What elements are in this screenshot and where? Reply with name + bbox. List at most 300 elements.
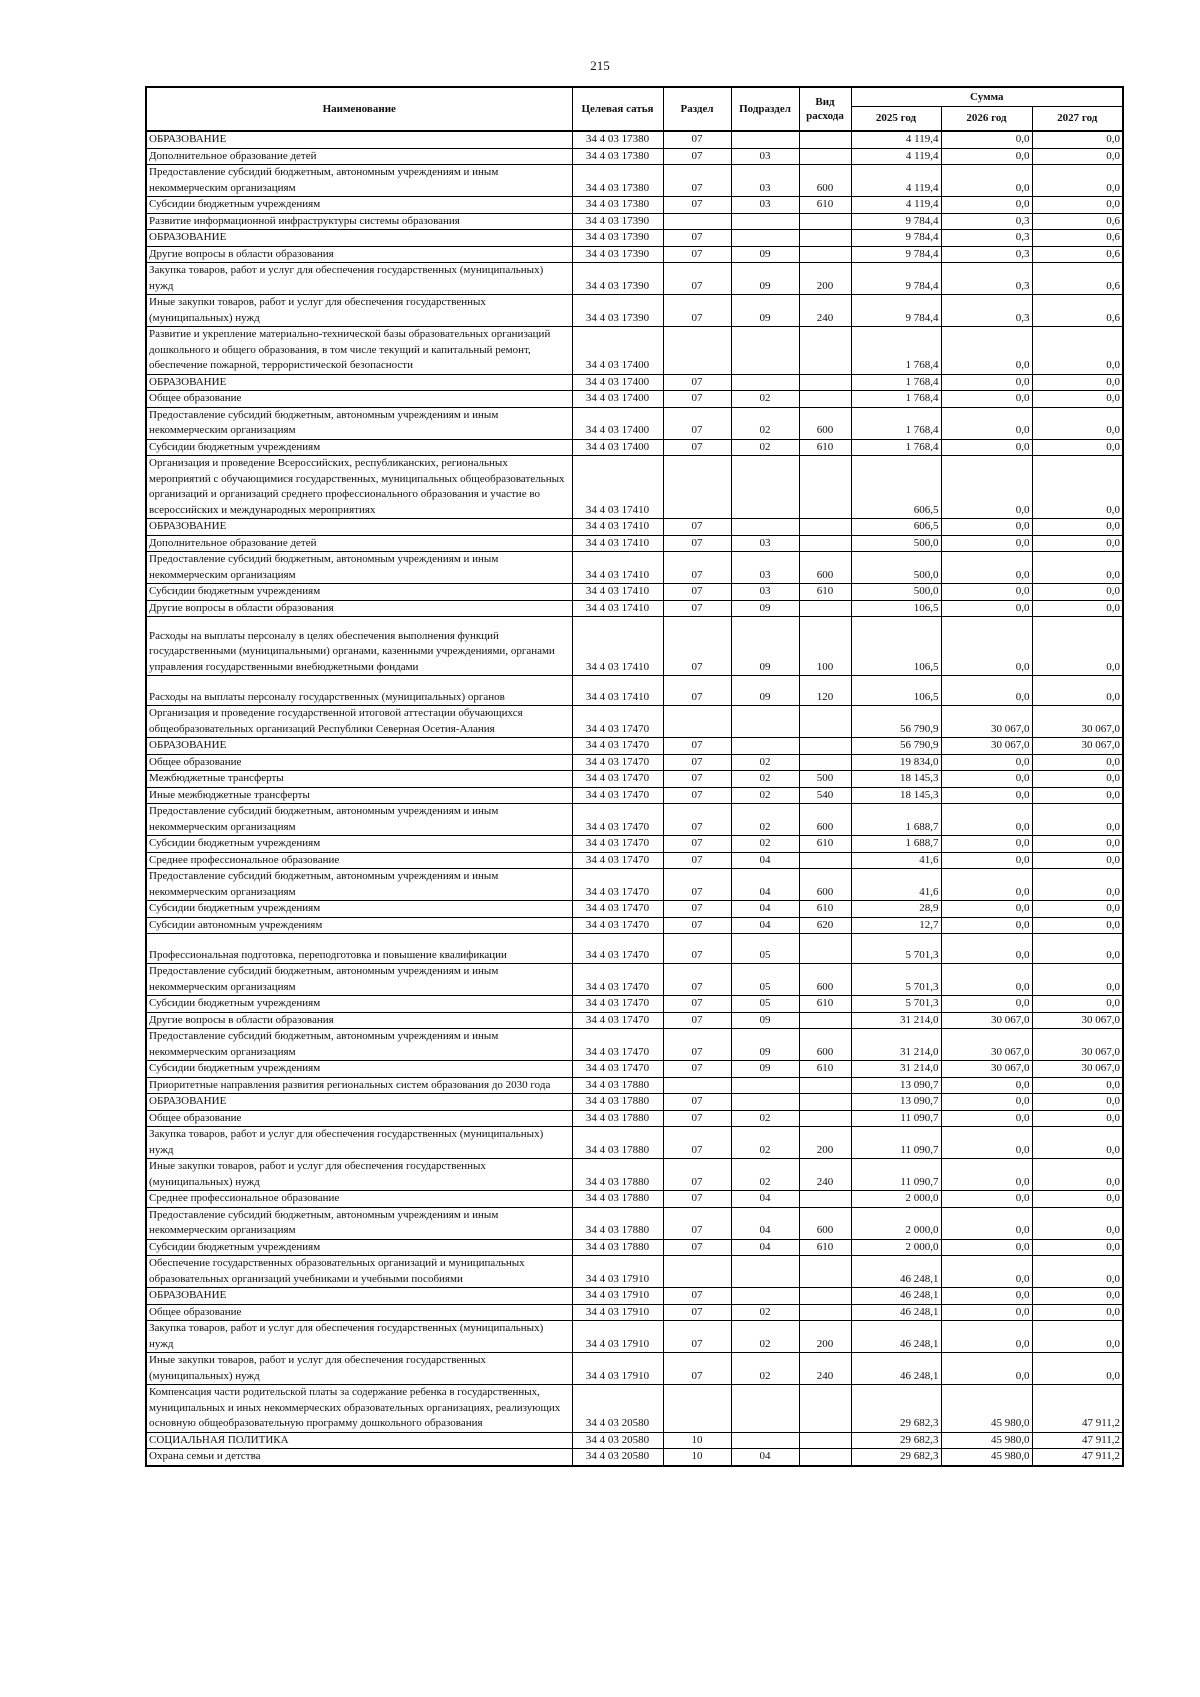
row-type (799, 131, 851, 148)
row-target: 34 4 03 17470 (572, 1061, 663, 1078)
table-row (146, 836, 1123, 853)
row-type: 200 (799, 1127, 851, 1159)
row-name: ОБРАЗОВАНИЕ (146, 1094, 572, 1111)
row-sum-2026: 0,0 (941, 391, 1032, 408)
row-sum-2025: 46 248,1 (851, 1304, 941, 1321)
row-subsection: 03 (731, 552, 799, 584)
row-sum-2027: 0,0 (1032, 869, 1123, 901)
table-row (146, 1207, 1123, 1239)
row-sum-2027: 0,0 (1032, 852, 1123, 869)
row-name: Субсидии бюджетным учреждениям (146, 197, 572, 214)
row-name: Субсидии бюджетным учреждениям (146, 901, 572, 918)
row-section: 07 (663, 374, 731, 391)
row-subsection (731, 1432, 799, 1449)
row-section: 07 (663, 1094, 731, 1111)
row-sum-2025: 1 768,4 (851, 439, 941, 456)
row-name: Другие вопросы в области образования (146, 1012, 572, 1029)
row-type (799, 1077, 851, 1094)
row-name: ОБРАЗОВАНИЕ (146, 738, 572, 755)
row-subsection: 02 (731, 1110, 799, 1127)
header-subsection: Подраздел (731, 87, 799, 131)
row-name: Закупка товаров, работ и услуг для обеспечения государственных (муниципальных) нужд (146, 1321, 572, 1353)
row-type (799, 519, 851, 536)
table-header (146, 87, 1123, 131)
row-type: 610 (799, 1239, 851, 1256)
row-subsection (731, 1094, 799, 1111)
row-sum-2025: 1 688,7 (851, 836, 941, 853)
row-target: 34 4 03 17380 (572, 197, 663, 214)
row-target: 34 4 03 17880 (572, 1191, 663, 1208)
row-sum-2025: 28,9 (851, 901, 941, 918)
row-section: 07 (663, 246, 731, 263)
row-sum-2026: 45 980,0 (941, 1432, 1032, 1449)
row-name: Расходы на выплаты персоналу государственных (муниципальных) органов (146, 676, 572, 706)
row-target: 34 4 03 17470 (572, 787, 663, 804)
table-row (146, 1094, 1123, 1111)
row-target: 34 4 03 17470 (572, 934, 663, 964)
row-subsection: 09 (731, 1061, 799, 1078)
table-row (146, 213, 1123, 230)
row-target: 34 4 03 17470 (572, 771, 663, 788)
row-subsection: 09 (731, 295, 799, 327)
row-target: 34 4 03 17880 (572, 1159, 663, 1191)
row-name: Иные закупки товаров, работ и услуг для обеспечения государственных (муниципальных) нужд (146, 295, 572, 327)
row-name: Профессиональная подготовка, переподготовка и повышение квалификации (146, 934, 572, 964)
row-sum-2025: 606,5 (851, 456, 941, 519)
row-section: 07 (663, 1127, 731, 1159)
row-sum-2025: 1 768,4 (851, 391, 941, 408)
row-sum-2027: 47 911,2 (1032, 1432, 1123, 1449)
row-sum-2027: 0,0 (1032, 996, 1123, 1013)
row-sum-2026: 0,0 (941, 1321, 1032, 1353)
row-sum-2026: 0,0 (941, 374, 1032, 391)
row-subsection: 04 (731, 1239, 799, 1256)
row-section: 07 (663, 617, 731, 676)
row-section: 07 (663, 1110, 731, 1127)
row-target: 34 4 03 17470 (572, 917, 663, 934)
row-subsection: 05 (731, 964, 799, 996)
row-sum-2026: 0,0 (941, 787, 1032, 804)
row-subsection: 04 (731, 1191, 799, 1208)
row-name: Субсидии бюджетным учреждениям (146, 1061, 572, 1078)
row-target: 34 4 03 17400 (572, 439, 663, 456)
row-section (663, 1385, 731, 1433)
row-sum-2026: 0,0 (941, 439, 1032, 456)
row-type (799, 148, 851, 165)
row-type: 240 (799, 295, 851, 327)
row-target: 34 4 03 17470 (572, 754, 663, 771)
row-name: Организация и проведение Всероссийских, республиканских, региональных мероприятий с обучающимися государственных, муниципальных общеобразовательных организаций и организаций среднего профессионального образования и участие во всероссийских и международных мероприятиях (146, 456, 572, 519)
row-type (799, 1304, 851, 1321)
row-section: 07 (663, 230, 731, 247)
row-target: 34 4 03 17410 (572, 584, 663, 601)
row-sum-2025: 41,6 (851, 852, 941, 869)
row-sum-2026: 0,3 (941, 246, 1032, 263)
row-sum-2026: 0,0 (941, 535, 1032, 552)
row-sum-2027: 30 067,0 (1032, 1029, 1123, 1061)
row-section: 07 (663, 869, 731, 901)
row-name: ОБРАЗОВАНИЕ (146, 1288, 572, 1305)
row-section (663, 213, 731, 230)
row-sum-2027: 0,0 (1032, 1110, 1123, 1127)
row-sum-2027: 0,0 (1032, 804, 1123, 836)
row-subsection: 04 (731, 917, 799, 934)
table-row (146, 1256, 1123, 1288)
table-row (146, 584, 1123, 601)
row-sum-2027: 0,0 (1032, 439, 1123, 456)
table-row (146, 1432, 1123, 1449)
row-sum-2025: 29 682,3 (851, 1432, 941, 1449)
row-sum-2026: 0,0 (941, 852, 1032, 869)
row-name: Закупка товаров, работ и услуг для обеспечения государственных (муниципальных) нужд (146, 263, 572, 295)
row-subsection: 02 (731, 836, 799, 853)
row-name: Компенсация части родительской платы за содержание ребенка в государственных, муниципальных и иных некоммерческих образовательных организациях, реализующих основную общеобразовательную программу дошкольного образования (146, 1385, 572, 1433)
row-sum-2025: 18 145,3 (851, 787, 941, 804)
row-section: 07 (663, 519, 731, 536)
row-section: 07 (663, 439, 731, 456)
row-sum-2026: 0,0 (941, 1207, 1032, 1239)
row-type: 600 (799, 1029, 851, 1061)
row-sum-2026: 45 980,0 (941, 1449, 1032, 1466)
row-sum-2026: 0,0 (941, 165, 1032, 197)
row-sum-2025: 11 090,7 (851, 1110, 941, 1127)
row-target: 34 4 03 17880 (572, 1207, 663, 1239)
row-section: 07 (663, 1239, 731, 1256)
row-target: 34 4 03 17470 (572, 996, 663, 1013)
row-sum-2025: 4 119,4 (851, 165, 941, 197)
row-name: Субсидии бюджетным учреждениям (146, 996, 572, 1013)
row-name: СОЦИАЛЬНАЯ ПОЛИТИКА (146, 1432, 572, 1449)
row-sum-2027: 0,6 (1032, 230, 1123, 247)
row-sum-2027: 0,0 (1032, 197, 1123, 214)
header-name: Наименование (146, 87, 572, 131)
table-row (146, 197, 1123, 214)
row-sum-2025: 1 688,7 (851, 804, 941, 836)
row-sum-2026: 0,0 (941, 1256, 1032, 1288)
row-subsection (731, 519, 799, 536)
row-type (799, 600, 851, 617)
row-subsection (731, 1256, 799, 1288)
row-sum-2025: 11 090,7 (851, 1159, 941, 1191)
row-subsection: 09 (731, 617, 799, 676)
row-type (799, 535, 851, 552)
header-year-2025: 2025 год (851, 106, 941, 131)
row-target: 34 4 03 17390 (572, 263, 663, 295)
row-name: Среднее профессиональное образование (146, 1191, 572, 1208)
table-row (146, 131, 1123, 148)
table-row (146, 1304, 1123, 1321)
row-sum-2027: 0,0 (1032, 148, 1123, 165)
row-sum-2026: 0,3 (941, 230, 1032, 247)
table-row (146, 901, 1123, 918)
row-sum-2027: 47 911,2 (1032, 1385, 1123, 1433)
row-type (799, 706, 851, 738)
table-row (146, 738, 1123, 755)
row-sum-2025: 1 768,4 (851, 407, 941, 439)
table-row (146, 1159, 1123, 1191)
row-name: Иные закупки товаров, работ и услуг для обеспечения государственных (муниципальных) нужд (146, 1159, 572, 1191)
row-name: Общее образование (146, 1110, 572, 1127)
row-name: Организация и проведение государственной итоговой аттестации обучающихся общеобразовательных организаций Республики Северная Осетия-Алания (146, 706, 572, 738)
row-sum-2027: 0,0 (1032, 617, 1123, 676)
row-name: Субсидии бюджетным учреждениям (146, 1239, 572, 1256)
table-row (146, 771, 1123, 788)
table-row (146, 1127, 1123, 1159)
row-sum-2025: 106,5 (851, 600, 941, 617)
row-subsection: 02 (731, 439, 799, 456)
header-sum: Сумма (851, 87, 1123, 106)
table-row (146, 1385, 1123, 1433)
row-subsection: 09 (731, 246, 799, 263)
row-name: Развитие и укрепление материально-технической базы образовательных организаций дошкольного и общего образования, в том числе текущий и капитальный ремонт, обеспечение пожарной, террористической безопасности (146, 327, 572, 375)
row-sum-2026: 0,0 (941, 1110, 1032, 1127)
table-row (146, 1239, 1123, 1256)
row-type: 610 (799, 901, 851, 918)
row-section: 07 (663, 1061, 731, 1078)
row-sum-2025: 9 784,4 (851, 263, 941, 295)
row-name: Общее образование (146, 1304, 572, 1321)
row-name: Дополнительное образование детей (146, 148, 572, 165)
row-section: 07 (663, 964, 731, 996)
row-subsection (731, 1077, 799, 1094)
row-target: 34 4 03 17380 (572, 148, 663, 165)
row-sum-2027: 30 067,0 (1032, 738, 1123, 755)
row-target: 34 4 03 17470 (572, 901, 663, 918)
header-year-2027: 2027 год (1032, 106, 1123, 131)
row-sum-2027: 0,0 (1032, 1288, 1123, 1305)
table-row (146, 552, 1123, 584)
row-sum-2027: 30 067,0 (1032, 706, 1123, 738)
row-section: 07 (663, 771, 731, 788)
row-section: 07 (663, 391, 731, 408)
row-sum-2026: 0,0 (941, 600, 1032, 617)
row-type: 600 (799, 869, 851, 901)
row-type (799, 934, 851, 964)
row-target: 34 4 03 17880 (572, 1077, 663, 1094)
row-subsection (731, 230, 799, 247)
row-name: Дополнительное образование детей (146, 535, 572, 552)
row-name: Расходы на выплаты персоналу в целях обеспечения выполнения функций государственными (муниципальными) органами, казенными учреждениями, органами управления государственными внебюджетными фондами (146, 617, 572, 676)
row-name: Общее образование (146, 754, 572, 771)
row-sum-2025: 46 248,1 (851, 1353, 941, 1385)
row-sum-2025: 29 682,3 (851, 1385, 941, 1433)
row-sum-2026: 0,0 (941, 869, 1032, 901)
row-subsection: 02 (731, 804, 799, 836)
row-sum-2025: 31 214,0 (851, 1012, 941, 1029)
table-row (146, 917, 1123, 934)
row-target: 34 4 03 17470 (572, 804, 663, 836)
row-section: 07 (663, 676, 731, 706)
table-row (146, 617, 1123, 676)
row-sum-2026: 0,0 (941, 519, 1032, 536)
row-sum-2025: 5 701,3 (851, 964, 941, 996)
row-sum-2027: 0,0 (1032, 1207, 1123, 1239)
row-sum-2025: 5 701,3 (851, 996, 941, 1013)
row-sum-2025: 9 784,4 (851, 295, 941, 327)
row-sum-2025: 4 119,4 (851, 131, 941, 148)
row-target: 34 4 03 17400 (572, 374, 663, 391)
table-row (146, 1077, 1123, 1094)
row-target: 34 4 03 17410 (572, 456, 663, 519)
row-sum-2026: 0,0 (941, 617, 1032, 676)
row-subsection: 03 (731, 165, 799, 197)
table-row (146, 676, 1123, 706)
row-target: 34 4 03 17390 (572, 246, 663, 263)
header-target: Целевая сатья (572, 87, 663, 131)
row-target: 34 4 03 17400 (572, 407, 663, 439)
row-sum-2025: 56 790,9 (851, 738, 941, 755)
table-row (146, 934, 1123, 964)
row-section: 07 (663, 263, 731, 295)
row-section: 07 (663, 1012, 731, 1029)
row-subsection: 09 (731, 600, 799, 617)
row-target: 34 4 03 20580 (572, 1385, 663, 1433)
row-section: 07 (663, 901, 731, 918)
row-subsection: 04 (731, 869, 799, 901)
row-sum-2026: 0,0 (941, 197, 1032, 214)
row-sum-2027: 0,0 (1032, 519, 1123, 536)
row-name: Субсидии бюджетным учреждениям (146, 439, 572, 456)
row-name: Предоставление субсидий бюджетным, автономным учреждениям и иным некоммерческим организациям (146, 804, 572, 836)
row-type: 620 (799, 917, 851, 934)
row-subsection: 09 (731, 263, 799, 295)
row-subsection: 04 (731, 901, 799, 918)
row-sum-2026: 0,0 (941, 131, 1032, 148)
row-name: Приоритетные направления развития региональных систем образования до 2030 года (146, 1077, 572, 1094)
row-sum-2027: 0,0 (1032, 407, 1123, 439)
row-sum-2025: 12,7 (851, 917, 941, 934)
table-row (146, 407, 1123, 439)
row-section: 07 (663, 754, 731, 771)
row-sum-2027: 0,0 (1032, 535, 1123, 552)
row-sum-2026: 0,0 (941, 836, 1032, 853)
row-sum-2027: 0,0 (1032, 552, 1123, 584)
row-sum-2027: 0,0 (1032, 327, 1123, 375)
row-target: 34 4 03 17470 (572, 852, 663, 869)
row-sum-2026: 0,0 (941, 771, 1032, 788)
row-subsection (731, 738, 799, 755)
row-sum-2025: 11 090,7 (851, 1127, 941, 1159)
row-type: 240 (799, 1159, 851, 1191)
row-sum-2025: 9 784,4 (851, 213, 941, 230)
table-row (146, 327, 1123, 375)
row-sum-2025: 106,5 (851, 617, 941, 676)
budget-table (145, 86, 1124, 1467)
row-type (799, 1094, 851, 1111)
row-type (799, 1385, 851, 1433)
row-target: 34 4 03 17390 (572, 230, 663, 247)
row-sum-2025: 41,6 (851, 869, 941, 901)
row-sum-2026: 0,0 (941, 1159, 1032, 1191)
row-sum-2027: 0,0 (1032, 1159, 1123, 1191)
row-type (799, 1012, 851, 1029)
row-sum-2026: 0,0 (941, 996, 1032, 1013)
row-type (799, 1110, 851, 1127)
row-subsection (731, 213, 799, 230)
row-sum-2025: 18 145,3 (851, 771, 941, 788)
row-section: 07 (663, 1321, 731, 1353)
row-sum-2026: 45 980,0 (941, 1385, 1032, 1433)
row-section: 07 (663, 852, 731, 869)
table-row (146, 804, 1123, 836)
row-sum-2027: 0,0 (1032, 1353, 1123, 1385)
row-sum-2027: 0,0 (1032, 934, 1123, 964)
row-type (799, 1256, 851, 1288)
row-name: Иные закупки товаров, работ и услуг для обеспечения государственных (муниципальных) нужд (146, 1353, 572, 1385)
row-sum-2025: 500,0 (851, 584, 941, 601)
row-sum-2027: 0,0 (1032, 131, 1123, 148)
row-type (799, 374, 851, 391)
row-section: 07 (663, 1191, 731, 1208)
row-sum-2025: 46 248,1 (851, 1288, 941, 1305)
row-target: 34 4 03 17470 (572, 738, 663, 755)
table-row (146, 787, 1123, 804)
row-sum-2026: 0,0 (941, 934, 1032, 964)
row-type (799, 213, 851, 230)
row-sum-2025: 5 701,3 (851, 934, 941, 964)
row-sum-2025: 500,0 (851, 535, 941, 552)
row-type: 600 (799, 964, 851, 996)
row-sum-2025: 13 090,7 (851, 1094, 941, 1111)
row-sum-2027: 0,6 (1032, 295, 1123, 327)
row-section: 07 (663, 407, 731, 439)
row-subsection: 09 (731, 676, 799, 706)
row-type: 600 (799, 165, 851, 197)
row-target: 34 4 03 17880 (572, 1094, 663, 1111)
row-section: 07 (663, 165, 731, 197)
row-sum-2027: 0,6 (1032, 263, 1123, 295)
header-type: Вид расхода (799, 87, 851, 131)
table-row (146, 439, 1123, 456)
row-type: 600 (799, 552, 851, 584)
row-section (663, 1077, 731, 1094)
row-target: 34 4 03 17470 (572, 869, 663, 901)
row-section: 07 (663, 148, 731, 165)
row-section: 07 (663, 535, 731, 552)
row-subsection (731, 456, 799, 519)
table-row (146, 1191, 1123, 1208)
row-section: 10 (663, 1449, 731, 1466)
row-target: 34 4 03 17470 (572, 836, 663, 853)
row-target: 34 4 03 17470 (572, 1012, 663, 1029)
row-name: Предоставление субсидий бюджетным, автономным учреждениям и иным некоммерческим организациям (146, 165, 572, 197)
row-sum-2026: 0,0 (941, 804, 1032, 836)
row-section (663, 1256, 731, 1288)
row-type: 610 (799, 584, 851, 601)
row-subsection: 03 (731, 584, 799, 601)
table-row (146, 519, 1123, 536)
row-name: Другие вопросы в области образования (146, 600, 572, 617)
row-subsection: 02 (731, 391, 799, 408)
row-sum-2027: 0,0 (1032, 584, 1123, 601)
row-sum-2027: 0,0 (1032, 1077, 1123, 1094)
row-subsection: 02 (731, 407, 799, 439)
row-sum-2027: 0,0 (1032, 165, 1123, 197)
row-section: 07 (663, 1353, 731, 1385)
row-sum-2027: 0,0 (1032, 917, 1123, 934)
row-section: 07 (663, 131, 731, 148)
row-sum-2025: 29 682,3 (851, 1449, 941, 1466)
row-sum-2026: 0,0 (941, 1239, 1032, 1256)
row-sum-2025: 46 248,1 (851, 1256, 941, 1288)
row-subsection: 09 (731, 1029, 799, 1061)
row-sum-2025: 56 790,9 (851, 706, 941, 738)
row-sum-2026: 30 067,0 (941, 706, 1032, 738)
row-sum-2025: 4 119,4 (851, 197, 941, 214)
row-sum-2025: 31 214,0 (851, 1029, 941, 1061)
row-sum-2027: 0,0 (1032, 754, 1123, 771)
row-section: 07 (663, 934, 731, 964)
